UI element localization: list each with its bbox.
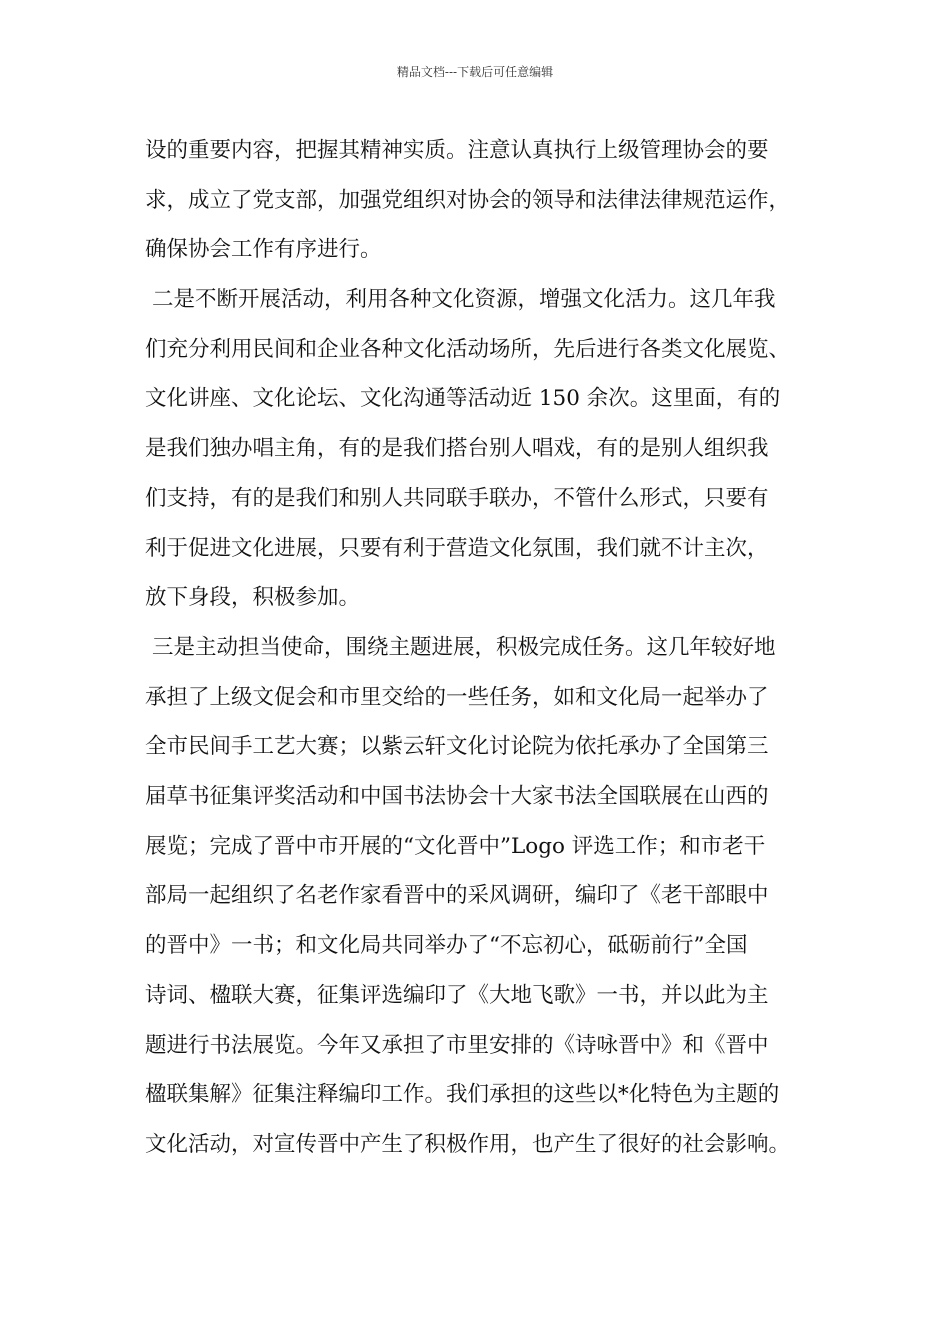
- body-text-line: 文化讲座、文化论坛、文化沟通等活动近 150 余次。这里面，有的: [145, 386, 781, 411]
- page-header: 精品文档---下载后可任意编辑: [396, 65, 554, 79]
- body-text-line: 们支持，有的是我们和别人共同联手联办，不管什么形式，只要有: [145, 486, 769, 511]
- body-text-line: 诗词、楹联大赛，征集评选编印了《大地飞歌》一书，并以此为主: [145, 983, 769, 1008]
- body-text-line: 全市民间手工艺大赛；以紫云轩文化讨论院为依托承办了全国第三: [145, 734, 769, 759]
- body-text-line: 设的重要内容，把握其精神实质。注意认真执行上级管理协会的要: [145, 138, 769, 163]
- body-text-line: 三是主动担当使命，围绕主题进展，积极完成任务。这几年较好地: [152, 635, 776, 660]
- body-text-line: 求，成立了党支部，加强党组织对协会的领导和法律法律规范运作，: [145, 188, 791, 213]
- body-text-line: 放下身段，积极参加。: [145, 585, 361, 610]
- body-text-line: 文化活动，对宣传晋中产生了积极作用，也产生了很好的社会影响。: [145, 1132, 791, 1157]
- body-text-line: 楹联集解》征集注释编印工作。我们承担的这些以*化特色为主题的: [145, 1082, 780, 1107]
- body-text-line: 展览；完成了晋中市开展的“文化晋中”Logo 评选工作；和市老干: [145, 834, 766, 859]
- body-text-line: 承担了上级文促会和市里交给的一些任务，如和文化局一起举办了: [145, 685, 769, 710]
- body-text-line: 利于促进文化进展，只要有利于营造文化氛围，我们就不计主次，: [145, 536, 769, 561]
- body-text-line: 部局一起组织了名老作家看晋中的采风调研，编印了《老干部眼中: [145, 883, 769, 908]
- body-text-line: 是我们独办唱主角，有的是我们搭台别人唱戏，有的是别人组织我: [145, 436, 769, 461]
- body-text-line: 二是不断开展活动，利用各种文化资源，增强文化活力。这几年我: [152, 287, 776, 312]
- body-text-line: 确保协会工作有序进行。: [145, 237, 382, 262]
- body-text-line: 题进行书法展览。今年又承担了市里安排的《诗咏晋中》和《晋中: [145, 1033, 769, 1058]
- body-text-line: 届草书征集评奖活动和中国书法协会十大家书法全国联展在山西的: [145, 784, 769, 809]
- body-text-line: 的晋中》一书；和文化局共同举办了“不忘初心，砥砺前行”全国: [145, 933, 748, 958]
- body-text-line: 们充分利用民间和企业各种文化活动场所，先后进行各类文化展览、: [145, 337, 791, 362]
